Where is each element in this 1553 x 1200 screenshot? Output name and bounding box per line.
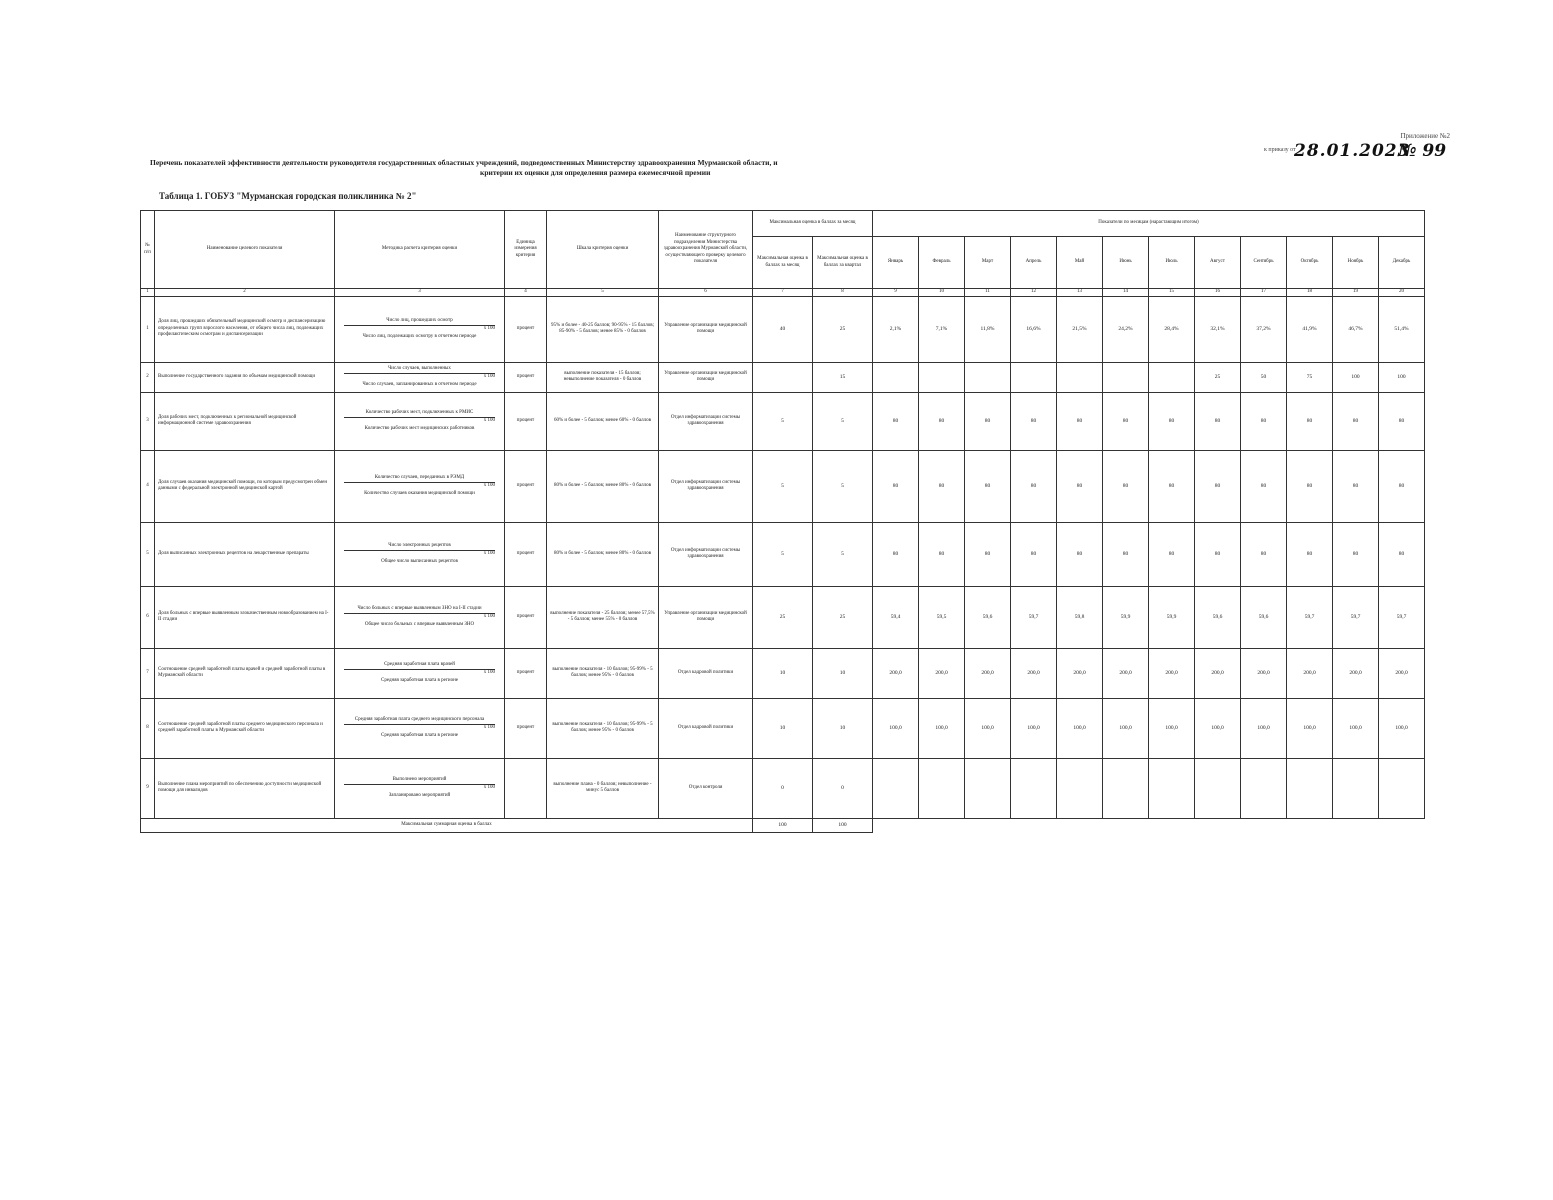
header-max-sum: Максимальная оценка в баллах за квартал: [813, 237, 873, 289]
monthly-value: 80: [873, 450, 919, 522]
column-number: 12: [1011, 289, 1057, 297]
indicator-row: [141, 648, 1425, 698]
monthly-value: 200,0: [1195, 648, 1241, 698]
calc-method: [335, 296, 505, 362]
monthly-value: [1103, 362, 1149, 392]
calc-method: [335, 450, 505, 522]
method-line: Общее число выписанных рецептов: [381, 558, 458, 564]
monthly-value: 59,4: [873, 586, 919, 648]
evaluation-scale: 80% и более - 5 баллов; менее 80% - 0 баллов: [547, 522, 659, 586]
row-number: 9: [141, 758, 155, 818]
unit-of-measure: процент: [505, 648, 547, 698]
monthly-value: 59,7: [1333, 586, 1379, 648]
header-name: Наименование целевого показателя: [155, 211, 335, 289]
max-score-month: 10: [753, 648, 813, 698]
monthly-value: 16,6%: [1011, 296, 1057, 362]
column-number: 6: [659, 289, 753, 297]
monthly-value: 80: [1057, 450, 1103, 522]
unit-of-measure: процент: [505, 362, 547, 392]
stamp-number: № 99: [1398, 141, 1447, 161]
evaluation-scale: 95% и более - 40-25 баллов; 90-95% - 15 баллов; 85-90% - 5 баллов; менее 85% - 0 баллов: [547, 296, 659, 362]
column-number: 1: [141, 289, 155, 297]
max-score-quarter: 25: [813, 586, 873, 648]
calc-method: [335, 698, 505, 758]
column-number: 15: [1149, 289, 1195, 297]
monthly-value: 11,8%: [965, 296, 1011, 362]
method-line: Общее число больных с впервые выявленным ЗНО: [364, 621, 475, 627]
monthly-value: 200,0: [1287, 648, 1333, 698]
monthly-value: 46,7%: [1333, 296, 1379, 362]
max-score-month: 25: [753, 586, 813, 648]
max-score-month: 5: [753, 450, 813, 522]
monthly-value: 80: [965, 450, 1011, 522]
calc-method: [335, 586, 505, 648]
indicator-row: [141, 586, 1425, 648]
monthly-value: 80: [1149, 392, 1195, 450]
monthly-value: 59,6: [1195, 586, 1241, 648]
monthly-value: 80: [873, 522, 919, 586]
max-score-month: 0: [753, 758, 813, 818]
monthly-value: 100,0: [1011, 698, 1057, 758]
monthly-value: [919, 758, 965, 818]
monthly-value: 28,4%: [1149, 296, 1195, 362]
monthly-value: [965, 758, 1011, 818]
column-number: 11: [965, 289, 1011, 297]
column-number: 2: [155, 289, 335, 297]
method-line: Средняя заработная плата в регионе: [380, 677, 458, 683]
max-score-quarter: 25: [813, 296, 873, 362]
stamp-date: 28.01.2023: [1294, 141, 1411, 161]
responsible-department: Отдел кадровой политики: [659, 648, 753, 698]
evaluation-scale: выполнение плана - 0 баллов; невыполнение - минус 5 баллов: [547, 758, 659, 818]
monthly-value: [873, 362, 919, 392]
monthly-value: [1149, 362, 1195, 392]
header-month: Июнь: [1103, 237, 1149, 289]
column-number: 19: [1333, 289, 1379, 297]
evaluation-scale: выполнение показателя - 25 баллов; менее 57,5% - 5 баллов; менее 55% - 0 баллов: [547, 586, 659, 648]
monthly-value: 80: [1287, 450, 1333, 522]
calc-method: [335, 758, 505, 818]
max-score-quarter: 5: [813, 522, 873, 586]
title-line-2: критерии их оценки для определения размера ежемесячной премии: [480, 168, 711, 177]
monthly-value: 80: [1195, 450, 1241, 522]
monthly-value: 75: [1287, 362, 1333, 392]
header-month: Декабрь: [1379, 237, 1425, 289]
method-multiplier: x 100: [344, 613, 495, 621]
method-multiplier: x 100: [344, 550, 495, 558]
responsible-department: Отдел информатизации системы здравоохранения: [659, 522, 753, 586]
total-score: 100: [813, 818, 873, 832]
column-number: 17: [1241, 289, 1287, 297]
max-score-quarter: 5: [813, 392, 873, 450]
max-score-quarter: 10: [813, 698, 873, 758]
monthly-value: 80: [919, 450, 965, 522]
column-number: 9: [873, 289, 919, 297]
indicator-row: [141, 450, 1425, 522]
monthly-value: 100,0: [873, 698, 919, 758]
monthly-value: [1379, 758, 1425, 818]
row-number: 4: [141, 450, 155, 522]
unit-of-measure: процент: [505, 392, 547, 450]
monthly-value: 100,0: [965, 698, 1011, 758]
table-caption: Таблица 1. ГОБУЗ "Мурманская городская поликлиника № 2": [159, 191, 417, 201]
method-line: Средняя заработная плата среднего медицинского персонала: [354, 716, 485, 722]
method-line: Запланировано мероприятий: [388, 792, 451, 798]
total-label: Максимальная суммарная оценка в баллах: [141, 818, 753, 832]
monthly-value: 200,0: [1379, 648, 1425, 698]
monthly-value: [1057, 362, 1103, 392]
method-multiplier: x 100: [344, 724, 495, 732]
calc-method: [335, 362, 505, 392]
monthly-value: 21,5%: [1057, 296, 1103, 362]
monthly-value: 100,0: [1379, 698, 1425, 758]
monthly-value: 59,7: [1011, 586, 1057, 648]
monthly-value: 80: [1011, 522, 1057, 586]
row-number: 8: [141, 698, 155, 758]
monthly-value: 100: [1379, 362, 1425, 392]
monthly-value: 80: [1241, 392, 1287, 450]
method-line: Число больных с впервые выявленным ЗНО на I-II стадии: [357, 605, 482, 611]
monthly-value: 80: [1379, 522, 1425, 586]
column-number: 14: [1103, 289, 1149, 297]
unit-of-measure: процент: [505, 698, 547, 758]
monthly-value: [873, 758, 919, 818]
header-method: Методика расчета критерия оценки: [335, 211, 505, 289]
header-num: № п/п: [141, 211, 155, 289]
monthly-value: 80: [1103, 450, 1149, 522]
header-month: Октябрь: [1287, 237, 1333, 289]
column-number: 3: [335, 289, 505, 297]
monthly-value: 100,0: [1103, 698, 1149, 758]
monthly-value: 80: [1241, 450, 1287, 522]
max-score-month: 5: [753, 392, 813, 450]
monthly-value: 80: [1195, 392, 1241, 450]
total-score: 100: [753, 818, 813, 832]
evaluation-scale: выполнение показателя - 15 баллов; невыполнение показателя - 0 баллов: [547, 362, 659, 392]
indicator-name: Доля случаев оказания медицинской помощи, по которым предусмотрен обмен данными с федеральной электронной медицинской картой: [155, 450, 335, 522]
unit-of-measure: процент: [505, 296, 547, 362]
indicator-name: Доля лиц, прошедших обязательный медицинский осмотр и диспансеризацию определенных групп взрослого населения, от общего числа лиц, подлежащих профилактическим осмотрам и диспансеризации: [155, 296, 335, 362]
column-number: 20: [1379, 289, 1425, 297]
monthly-value: [1103, 758, 1149, 818]
method-line: Количество случаев, переданных в РЭМД: [374, 474, 465, 480]
monthly-value: 41,9%: [1287, 296, 1333, 362]
indicators-table: [140, 210, 1425, 833]
method-multiplier: x 100: [344, 417, 495, 425]
monthly-value: [1241, 758, 1287, 818]
method-line: Средняя заработная плата в регионе: [380, 732, 458, 738]
stamp-annex-line: Приложение №2: [1400, 132, 1450, 140]
indicator-name: Соотношение средней заработной платы среднего медицинского персонала и средней заработной платы в Мурманской области: [155, 698, 335, 758]
indicator-name: Доля выписанных электронных рецептов на лекарственные препараты: [155, 522, 335, 586]
max-score-quarter: 15: [813, 362, 873, 392]
monthly-value: 100,0: [919, 698, 965, 758]
indicator-name: Соотношение средней заработной платы врачей и средней заработной платы в Мурманской области: [155, 648, 335, 698]
monthly-value: 59,7: [1379, 586, 1425, 648]
header-scale: Шкала критерия оценки: [547, 211, 659, 289]
monthly-value: 59,6: [1241, 586, 1287, 648]
evaluation-scale: выполнение показателя - 10 баллов; 95-99% - 5 баллов; менее 95% - 0 баллов: [547, 698, 659, 758]
monthly-value: 25: [1195, 362, 1241, 392]
title-line-1: Перечень показателей эффективности деятельности руководителя государственных областных учреждений, подведомственных Министерству здравоохранения Мурманской области, и: [150, 158, 778, 167]
monthly-value: 50: [1241, 362, 1287, 392]
indicator-name: Выполнение плана мероприятий по обеспечению доступности медицинской помощи для инвалидов: [155, 758, 335, 818]
header-month: Ноябрь: [1333, 237, 1379, 289]
responsible-department: Отдел контроля: [659, 758, 753, 818]
responsible-department: Управление организации медицинской помощи: [659, 362, 753, 392]
monthly-value: 200,0: [873, 648, 919, 698]
column-number: 8: [813, 289, 873, 297]
monthly-value: 200,0: [919, 648, 965, 698]
monthly-value: 24,2%: [1103, 296, 1149, 362]
monthly-value: [1149, 758, 1195, 818]
column-number: 18: [1287, 289, 1333, 297]
responsible-department: Управление организации медицинской помощи: [659, 296, 753, 362]
monthly-value: 80: [1195, 522, 1241, 586]
column-numbers-row: [141, 289, 1425, 297]
indicator-row: [141, 522, 1425, 586]
monthly-value: 80: [1333, 522, 1379, 586]
header-unit: Единица измерения критерия: [505, 211, 547, 289]
method-line: Число случаев, выполненных: [388, 365, 451, 371]
method-line: Число лиц, прошедших осмотр: [386, 317, 453, 323]
method-line: Количество рабочих мест медицинских работников: [364, 425, 475, 431]
unit-of-measure: [505, 758, 547, 818]
monthly-value: 80: [919, 522, 965, 586]
indicator-row: [141, 392, 1425, 450]
row-number: 7: [141, 648, 155, 698]
monthly-value: 80: [1057, 392, 1103, 450]
monthly-value: 100,0: [1333, 698, 1379, 758]
monthly-value: 200,0: [1241, 648, 1287, 698]
responsible-department: Управление организации медицинской помощи: [659, 586, 753, 648]
monthly-value: 59,5: [919, 586, 965, 648]
max-score-month: [753, 362, 813, 392]
monthly-value: 80: [965, 392, 1011, 450]
max-score-quarter: 10: [813, 648, 873, 698]
method-line: Выполнено мероприятий: [392, 776, 447, 782]
unit-of-measure: процент: [505, 450, 547, 522]
monthly-value: 80: [1011, 450, 1057, 522]
monthly-value: 51,4%: [1379, 296, 1425, 362]
method-line: Средняя заработная плата врачей: [384, 661, 455, 667]
total-empty: [873, 818, 1425, 832]
method-line: Количество рабочих мест, подключенных к РМИС: [365, 409, 474, 415]
method-multiplier: x 100: [344, 482, 495, 490]
monthly-value: [1011, 362, 1057, 392]
header-monthly-group: Показатели по месяцам (нарастающим итогом): [873, 211, 1425, 237]
monthly-value: 37,2%: [1241, 296, 1287, 362]
header-month: Март: [965, 237, 1011, 289]
method-multiplier: x 100: [344, 325, 495, 333]
column-number: 7: [753, 289, 813, 297]
row-number: 5: [141, 522, 155, 586]
monthly-value: 59,9: [1103, 586, 1149, 648]
monthly-value: 80: [919, 392, 965, 450]
monthly-value: [919, 362, 965, 392]
header-month: Май: [1057, 237, 1103, 289]
monthly-value: 80: [1333, 450, 1379, 522]
header-month: Апрель: [1011, 237, 1057, 289]
method-line: Число случаев, запланированных в отчетном периоде: [362, 381, 477, 387]
column-number: 10: [919, 289, 965, 297]
calc-method: [335, 522, 505, 586]
column-number: 16: [1195, 289, 1241, 297]
monthly-value: [965, 362, 1011, 392]
row-number: 6: [141, 586, 155, 648]
monthly-value: 100,0: [1057, 698, 1103, 758]
method-line: Число лиц, подлежащих осмотру в отчетном периоде: [362, 333, 477, 339]
monthly-value: 80: [1287, 522, 1333, 586]
max-score-quarter: 0: [813, 758, 873, 818]
monthly-value: 200,0: [965, 648, 1011, 698]
monthly-value: 59,7: [1287, 586, 1333, 648]
monthly-value: 80: [1379, 450, 1425, 522]
header-month: Сентябрь: [1241, 237, 1287, 289]
evaluation-scale: 80% и более - 5 баллов; менее 80% - 0 баллов: [547, 450, 659, 522]
monthly-value: 59,6: [965, 586, 1011, 648]
monthly-value: 80: [1103, 392, 1149, 450]
column-number: 5: [547, 289, 659, 297]
monthly-value: 100,0: [1149, 698, 1195, 758]
header-month: Август: [1195, 237, 1241, 289]
row-number: 3: [141, 392, 155, 450]
indicator-row: [141, 296, 1425, 362]
calc-method: [335, 648, 505, 698]
method-multiplier: x 100: [344, 669, 495, 677]
monthly-value: 80: [1057, 522, 1103, 586]
total-row: [141, 818, 1425, 832]
row-number: 2: [141, 362, 155, 392]
column-number: 4: [505, 289, 547, 297]
indicator-name: Доля больных с впервые выявленным злокачественным новообразованием на I-II стадии: [155, 586, 335, 648]
monthly-value: [1011, 758, 1057, 818]
monthly-value: 80: [1103, 522, 1149, 586]
indicator-row: [141, 362, 1425, 392]
monthly-value: 200,0: [1057, 648, 1103, 698]
header-max-group: Максимальная оценка в баллах за месяц: [753, 211, 873, 237]
header-source: Наименование структурного подразделения Министерства здравоохранения Мурманской области, осуществляющего проверку целевого показателя: [659, 211, 753, 289]
header-month: Январь: [873, 237, 919, 289]
monthly-value: 80: [1333, 392, 1379, 450]
monthly-value: 80: [1241, 522, 1287, 586]
monthly-value: 100,0: [1241, 698, 1287, 758]
header-max-month: Максимальная оценка в баллах за месяц: [753, 237, 813, 289]
monthly-value: 32,1%: [1195, 296, 1241, 362]
document-title: [150, 158, 1160, 178]
monthly-value: 7,1%: [919, 296, 965, 362]
document-stamp: [1264, 141, 1454, 163]
column-number: 13: [1057, 289, 1103, 297]
header-month: Февраль: [919, 237, 965, 289]
monthly-value: 59,8: [1057, 586, 1103, 648]
max-score-quarter: 5: [813, 450, 873, 522]
monthly-value: 100,0: [1287, 698, 1333, 758]
indicator-name: Доля рабочих мест, подключенных к региональной медицинской информационной системе здравоохранения: [155, 392, 335, 450]
monthly-value: 200,0: [1149, 648, 1195, 698]
max-score-month: 5: [753, 522, 813, 586]
stamp-prefix: к приказу от: [1264, 147, 1296, 153]
monthly-value: [1333, 758, 1379, 818]
responsible-department: Отдел кадровой политики: [659, 698, 753, 758]
monthly-value: 80: [1287, 392, 1333, 450]
monthly-value: 200,0: [1103, 648, 1149, 698]
method-multiplier: x 100: [344, 373, 495, 381]
evaluation-scale: 60% и более - 5 баллов; менее 60% - 0 баллов: [547, 392, 659, 450]
monthly-value: 200,0: [1011, 648, 1057, 698]
unit-of-measure: процент: [505, 522, 547, 586]
monthly-value: [1195, 758, 1241, 818]
indicator-row: [141, 758, 1425, 818]
monthly-value: [1057, 758, 1103, 818]
evaluation-scale: выполнение показателя - 10 баллов; 95-99% - 5 баллов; менее 95% - 0 баллов: [547, 648, 659, 698]
method-line: Количество случаев оказания медицинской помощи: [364, 490, 475, 496]
method-line: Число электронных рецептов: [388, 542, 451, 548]
indicator-row: [141, 698, 1425, 758]
row-number: 1: [141, 296, 155, 362]
max-score-month: 40: [753, 296, 813, 362]
monthly-value: 80: [873, 392, 919, 450]
unit-of-measure: процент: [505, 586, 547, 648]
monthly-value: [1287, 758, 1333, 818]
monthly-value: 59,9: [1149, 586, 1195, 648]
calc-method: [335, 392, 505, 450]
responsible-department: Отдел информатизации системы здравоохранения: [659, 450, 753, 522]
indicator-name: Выполнение государственного задания по объемам медицинской помощи: [155, 362, 335, 392]
max-score-month: 10: [753, 698, 813, 758]
monthly-value: 100: [1333, 362, 1379, 392]
monthly-value: 2,1%: [873, 296, 919, 362]
monthly-value: 80: [1011, 392, 1057, 450]
monthly-value: 80: [1149, 450, 1195, 522]
header-month: Июль: [1149, 237, 1195, 289]
monthly-value: 80: [1379, 392, 1425, 450]
method-multiplier: x 100: [344, 784, 495, 792]
monthly-value: 80: [1149, 522, 1195, 586]
monthly-value: 200,0: [1333, 648, 1379, 698]
monthly-value: 100,0: [1195, 698, 1241, 758]
responsible-department: Отдел информатизации системы здравоохранения: [659, 392, 753, 450]
monthly-value: 80: [965, 522, 1011, 586]
